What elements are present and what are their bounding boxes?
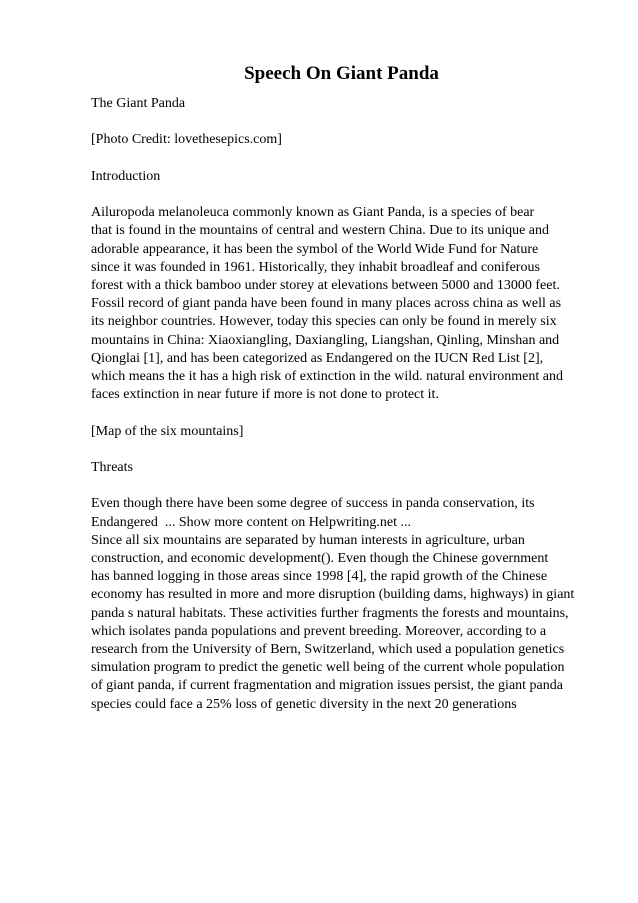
paragraph-line: of giant panda, if current fragmentation and migration issues persist, the giant panda [91, 678, 563, 694]
paragraph-line: simulation program to predict the genetic well being of the current whole population [91, 660, 565, 676]
introduction-paragraph [91, 204, 601, 404]
paragraph-line: Ailuropoda melanoleuca commonly known as Giant Panda, is a species of bear [91, 205, 535, 221]
photo-credit: [Photo Credit: lovethesepics.com] [91, 132, 282, 148]
paragraph-line: panda s natural habitats. These activities further fragments the forests and mountains, [91, 605, 569, 621]
paragraph-line: its neighbor countries. However, today this species can only be found in merely six [91, 314, 557, 330]
subtitle: The Giant Panda [91, 96, 186, 111]
paragraph-line: that is found in the mountains of central and western China. Due to its unique and [91, 223, 550, 239]
paragraph-line: construction, and economic development(). Even though the Chinese government [91, 550, 549, 566]
threats-paragraph [91, 495, 601, 713]
paragraph-line: Even though there have been some degree of success in panda conservation, its [91, 496, 535, 512]
paragraph-line: research from the University of Bern, Switzerland, which used a population genetics [91, 642, 565, 657]
paragraph-line: faces extinction in near future if more is not done to protect it. [91, 387, 439, 403]
section-heading-introduction: Introduction [91, 168, 161, 184]
paragraph-line: Endangered ... Show more content on Helpwriting.net ... [91, 514, 411, 530]
paragraph-line: has banned logging in those areas since 1998 [4], the rapid growth of the Chinese [91, 569, 548, 585]
paragraph-line: since it was founded in 1961. Historically, they inhabit broadleaf and coniferous [91, 259, 540, 275]
paragraph-line: Since all six mountains are separated by human interests in agriculture, urban [91, 532, 525, 548]
paragraph-line: economy has resulted in more and more disruption (building dams, highways) in giant [91, 587, 575, 603]
paragraph-line: species could face a 25% loss of genetic diversity in the next 20 generations [91, 696, 517, 712]
page-title: Speech On Giant Panda [244, 63, 439, 84]
paragraph-line: adorable appearance, it has been the symbol of the World Wide Fund for Nature [91, 241, 539, 257]
paragraph-line: mountains in China: Xiaoxiangling, Daxiangling, Liangshan, Qinling, Minshan and [91, 332, 560, 348]
paragraph-line: Fossil record of giant panda have been found in many places across china as well as [91, 296, 562, 312]
paragraph-line: which means the it has a high risk of extinction in the wild. natural environment and [91, 369, 564, 384]
document-body [91, 95, 601, 714]
paragraph-line: Qionglai [1], and has been categorized as Endangered on the IUCN Red List [2], [91, 350, 544, 366]
paragraph-line: which isolates panda populations and prevent breeding. Moreover, according to a [91, 623, 547, 639]
section-heading-threats: Threats [91, 459, 133, 475]
map-caption: [Map of the six mountains] [91, 423, 244, 439]
paragraph-line: forest with a thick bamboo under storey at elevations between 5000 and 13000 feet. [91, 277, 560, 293]
